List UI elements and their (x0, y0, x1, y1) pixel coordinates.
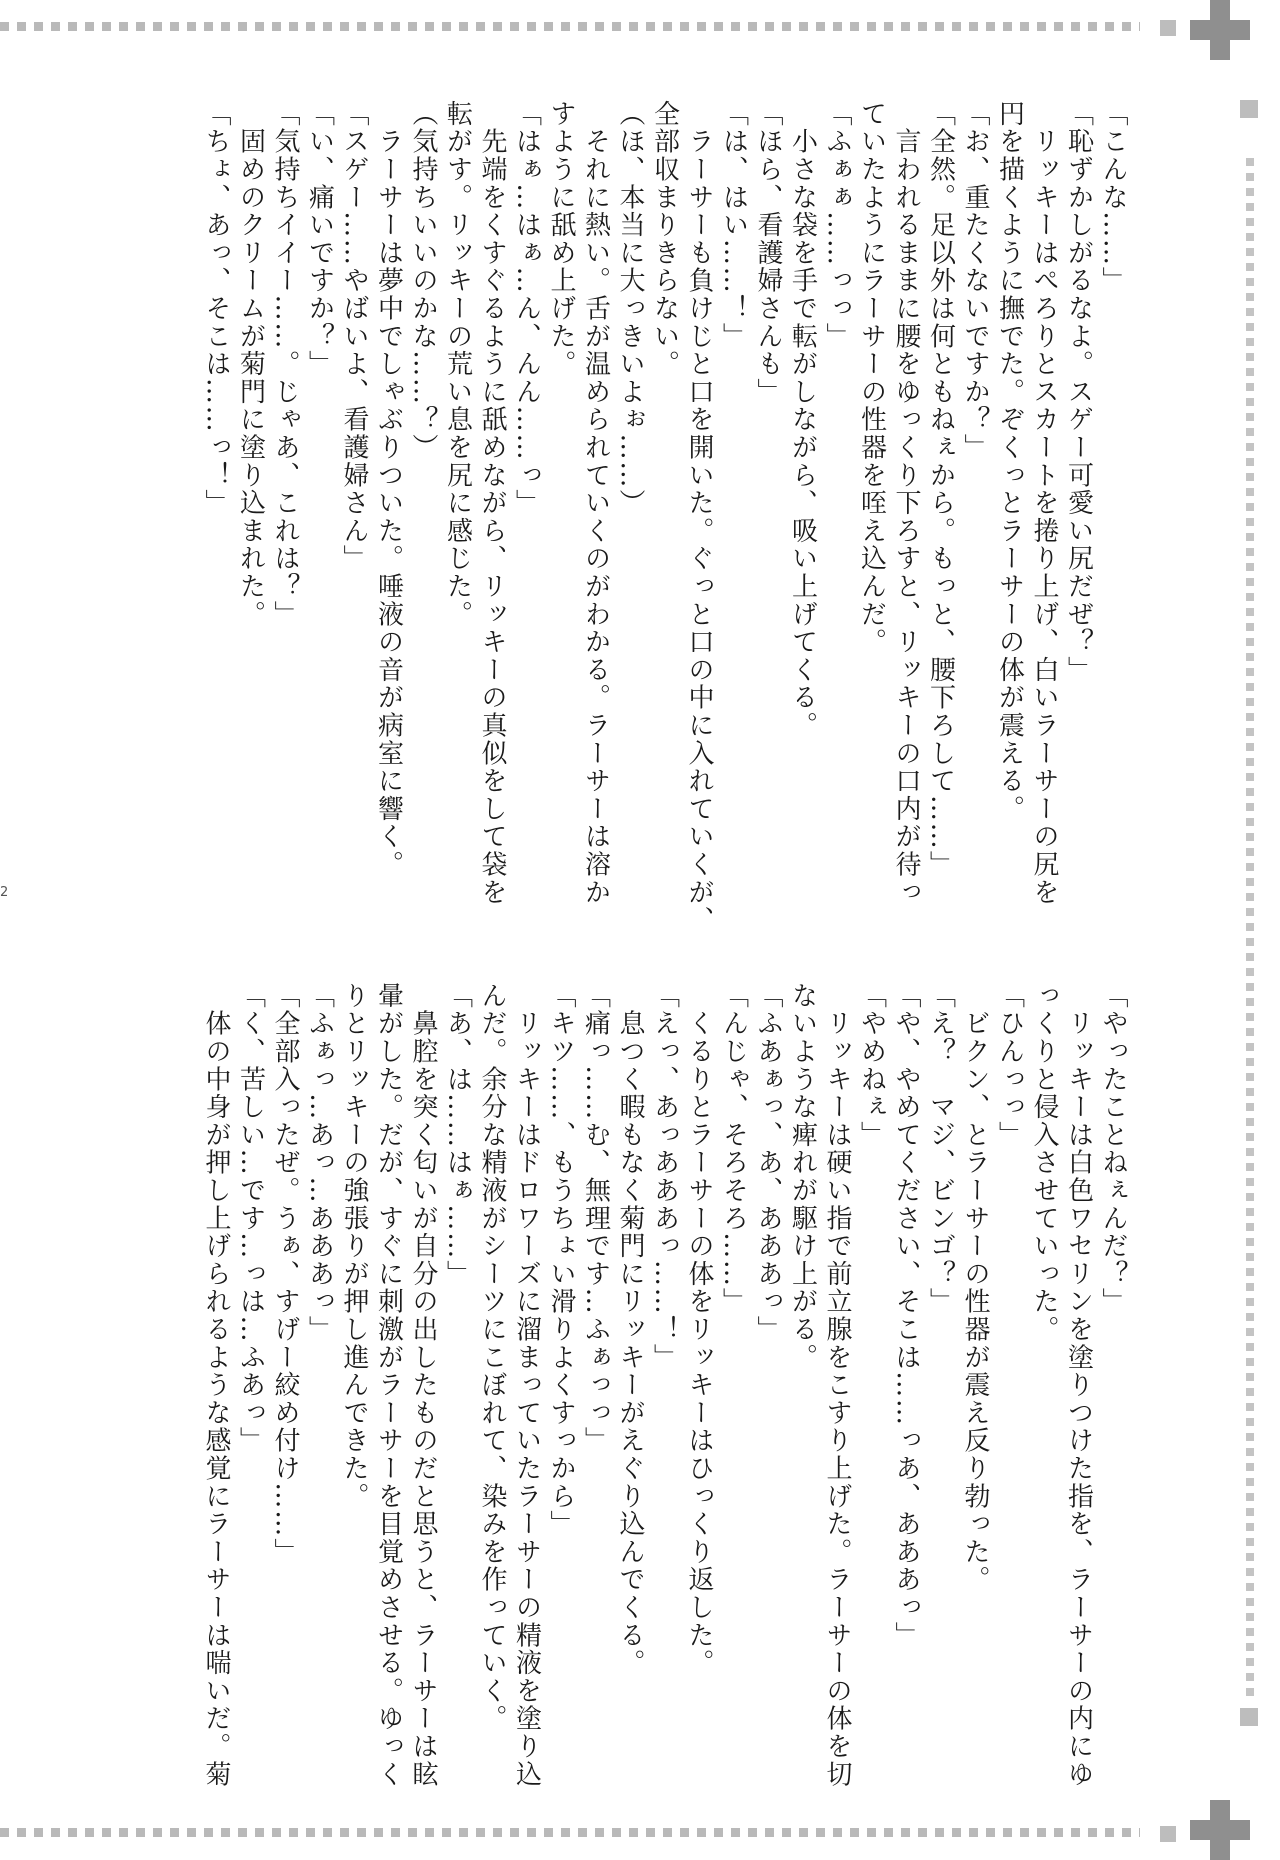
text-column: 言われるままに腰をゆっくり下ろすと、リッキーの口内が待っ (891, 100, 921, 907)
text-column: 息つく暇もなく菊門にリッキーがえぐり込んでくる。 (615, 982, 645, 1677)
plus-ornament-bottom (1190, 1800, 1250, 1860)
text-column: 全部収まりきらない。 (649, 100, 680, 378)
text-block-bottom (199, 982, 1131, 1789)
text-column: 「こんな……」 (1098, 100, 1128, 295)
text-column: 先端をくすぐるように舐めながら、リッキーの真似をして袋を (477, 100, 507, 907)
text-column: 「恥ずかしがるなよ。スゲー可愛い尻だぜ？」 (1063, 100, 1094, 684)
text-column: すように舐め上げた。 (546, 100, 576, 378)
text-column: それに熱い。舌が温められていくのがわかる。ラーサーは溶か (580, 100, 611, 907)
text-block-top (199, 100, 1131, 934)
text-column: 「全部入ったぜ。うぁ、すげー絞め付け……」 (270, 982, 300, 1566)
text-column: 「ほら、看護婦さんも」 (753, 100, 783, 406)
text-column: 「全然。足以外は何ともねぇから。もっと、腰下ろして……」 (925, 100, 956, 879)
text-column: 「スゲー……やばいよ、看護婦さん」 (339, 100, 369, 573)
text-column: 「痛っ……む、無理です…ふぁっっ」 (580, 982, 611, 1455)
text-column: 「ちょ、あっ、そこは……っ！」 (201, 100, 231, 517)
plus-ornament-top (1190, 0, 1250, 60)
text-column: 「ふあぁっ、あ、あああっ」 (753, 982, 783, 1344)
text-column: 「や、やめてください、そこは……っあ、あああっ」 (891, 982, 921, 1650)
page-number: 2 (0, 885, 9, 900)
text-column: 「気持ちイイー……。じゃあ、これは？」 (270, 100, 300, 629)
text-column: （ほ、本当に大っきいよぉ……） (615, 100, 645, 517)
text-column: 「えっ、あっあああっ……！」 (649, 982, 680, 1372)
text-column: 「ふぁぁ……っっ」 (822, 100, 852, 351)
right-dotted-border (1246, 158, 1254, 1698)
text-column: っくりと侵入させていった。 (1029, 982, 1059, 1344)
text-column: リッキーはぺろりとスカートを捲り上げ、白いラーサーの尻を (1029, 100, 1059, 907)
text-column: ラーサーは夢中でしゃぶりついた。唾液の音が病室に響く。 (373, 100, 404, 879)
text-column: 「く、苦しい…です…っは…ふあっ」 (235, 982, 266, 1455)
text-column: 体の中身が押し上げられるような感覚にラーサーは喘いだ。菊 (201, 982, 231, 1789)
text-column: 「え？ マジ、ビンゴ？」 (925, 982, 956, 1316)
bottom-dotted-border (0, 1828, 1140, 1837)
text-column: 固めのクリームが菊門に塗り込まれた。 (235, 100, 266, 629)
text-column: ラーサーも負けじと口を開いた。ぐっと口の中に入れていくが、 (684, 100, 714, 934)
text-column: リッキーは硬い指で前立腺をこすり上げた。ラーサーの体を切 (822, 982, 852, 1789)
text-column: 暈がした。だが、すぐに刺激がラーサーを目覚めさせる。ゆっく (373, 982, 404, 1789)
text-column: 「ふぁっ…あっ…あああっ」 (304, 982, 335, 1344)
text-column: 円を描くように撫でた。ぞくっとラーサーの体が震える。 (994, 100, 1025, 823)
text-column: 「キツ……、もうちょい滑りよくすっから」 (546, 982, 576, 1538)
text-column: 「あ、は……はぁ……」 (442, 982, 473, 1288)
side-square-bottom (1240, 1708, 1258, 1726)
text-column: 転がす。リッキーの荒い息を尻に感じた。 (442, 100, 473, 629)
text-column: ていたようにラーサーの性器を咥え込んだ。 (856, 100, 887, 656)
text-column: 「やめねぇ」 (856, 982, 887, 1149)
text-column: 「やったことねぇんだ？」 (1098, 982, 1128, 1316)
text-column: くるりとラーサーの体をリッキーはひっくり返した。 (684, 982, 714, 1677)
text-column: 「い、痛いですか？」 (304, 100, 335, 378)
text-column: 小さな袋を手で転がしながら、吸い上げてくる。 (787, 100, 818, 740)
text-column: 「ひんっっ」 (994, 982, 1025, 1149)
side-square-top (1240, 100, 1258, 118)
text-column: 「お、重たくないですか？」 (960, 100, 990, 462)
text-column: 「はぁ…はぁ…ん、んん……っ」 (511, 100, 542, 517)
text-column: （気持ちいいのかな……？） (408, 100, 438, 462)
corner-square-top (1160, 20, 1176, 36)
corner-square-bottom (1160, 1826, 1176, 1842)
text-column: 「んじゃ、そろそろ……」 (718, 982, 749, 1316)
text-column: リッキーは白色ワセリンを塗りつけた指を、ラーサーの内にゆ (1063, 982, 1094, 1789)
text-column: 鼻腔を突く匂いが自分の出したものだと思うと、ラーサーは眩 (408, 982, 438, 1789)
text-column: リッキーはドロワーズに溜まっていたラーサーの精液を塗り込 (511, 982, 542, 1789)
text-column: んだ。余分な精液がシーツにこぼれて、染みを作っていく。 (477, 982, 507, 1733)
text-column: りとリッキーの強張りが押し進んできた。 (339, 982, 369, 1511)
top-dotted-border (0, 22, 1140, 31)
text-column: 「は、はい……！」 (718, 100, 749, 351)
text-column: ないような痺れが駆け上がる。 (787, 982, 818, 1372)
text-column: ビクン、とラーサーの性器が震え反り勃った。 (960, 982, 990, 1594)
